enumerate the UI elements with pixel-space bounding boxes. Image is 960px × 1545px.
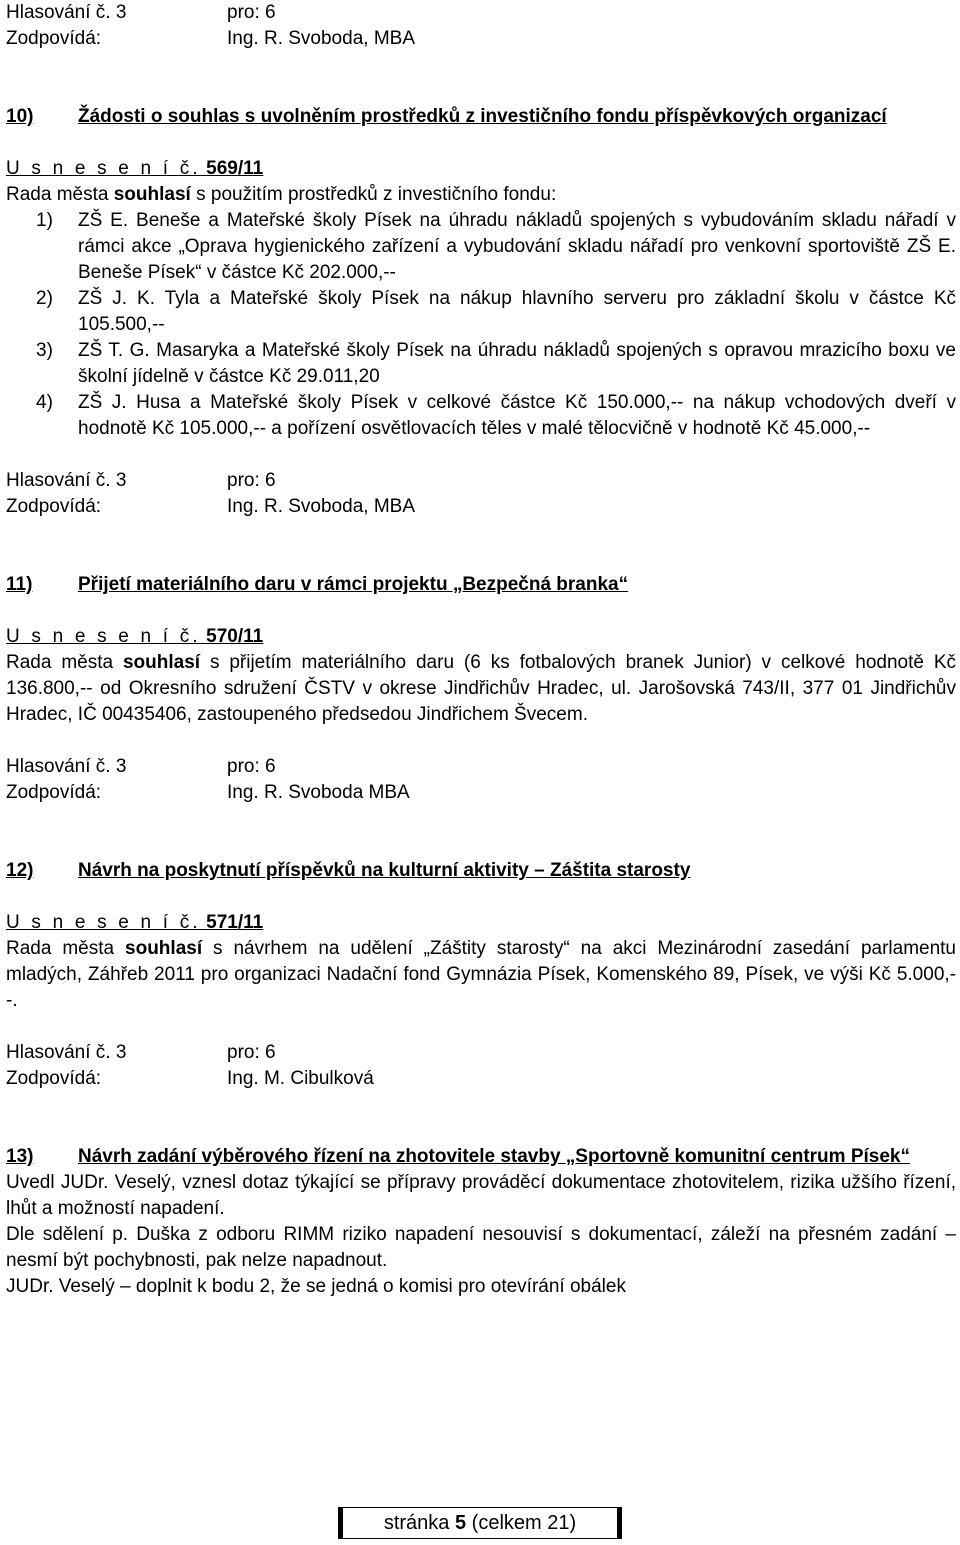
vote-block [6,0,956,52]
list-item: 3) ZŠ T. G. Masaryka a Mateřské školy Písek na úhradu nákladů spojených s opravou mrazicího boxu ve školní jídelně v částce Kč 29.011,20 [36,340,956,387]
section-heading-12: 12) Návrh na poskytnutí příspěvků na kulturní aktivity – Záštita starosty [6,860,691,881]
list-item: 4) ZŠ J. Husa a Mateřské školy Písek v celkové částce Kč 150.000,-- na nákup vchodových dveří v hodnotě Kč 105.000,-- a pořízení osvětlovacích těles v malé tělocvičně v hodnotě Kč 45.000,-- [36,392,956,439]
paragraph: JUDr. Veselý – doplnit k bodu 2, že se jedná o komisi pro otevírání obálek [6,1276,626,1297]
section-heading-11: 11) Přijetí materiálního daru v rámci projektu „Bezpečná branka“ [6,574,629,595]
page-footer [0,1507,960,1539]
vote-block [6,754,956,806]
vote-label: Hlasování č. 3 [6,2,127,23]
paragraph: Dle sdělení p. Duška z odboru RIMM riziko napadení nesouvisí s dokumentací, záleží na přesném zadání – nesmí být pochybnosti, pak nelze napadnout. [6,1224,956,1271]
vote-count: pro: 6 [227,1042,276,1063]
vote-label: Hlasování č. 3 [6,1042,127,1063]
page-number-box [338,1507,622,1539]
resolution-list [6,208,956,442]
responsible-label: Zodpovídá: [6,782,102,803]
vote-block [6,468,956,520]
resolution-text: Rada města souhlasí s přijetím materiálního daru (6 ks fotbalových branek Junior) v celkové hodnotě Kč 136.800,-- od Okresního sdružení ČSTV v okrese Jindřichův Hradec, ul. Jarošovská 743/II, 377 01 Jindřichův Hradec, IČ 00435406, zastoupeného předsedou Jindřichem Švecem. [6,652,957,725]
responsible-label: Zodpovídá: [6,28,102,49]
section-heading-10: 10) Žádosti o souhlas s uvolněním prostředků z investičního fondu příspěvkových organizací [6,106,887,127]
page-number: 5 [454,1512,467,1534]
resolution-text: Rada města souhlasí s návrhem na udělení „Záštity starosty“ na akci Mezinárodní zasedání parlamentu mladých, Záhřeb 2011 pro organizaci Nadační fond Gymnázia Písek, Komenského 89, Písek, ve výši Kč 5.000,--. [6,938,956,1011]
vote-count: pro: 6 [227,756,276,777]
vote-label: Hlasování č. 3 [6,756,127,777]
vote-count: pro: 6 [227,2,276,23]
responsible-person: Ing. M. Cibulková [227,1068,374,1089]
list-item: 1) ZŠ E. Beneše a Mateřské školy Písek na úhradu nákladů spojených s vybudováním skladu nářadí v rámci akce „Oprava hygienického zařízení a vybudování skladu nářadí pro venkovní sportoviště ZŠ E. Beneše Písek“ v částce Kč 202.000,-- [36,210,956,283]
vote-count: pro: 6 [227,470,276,491]
section-heading-13: 13) Návrh zadání výběrového řízení na zhotovitele stavby „Sportovně komunitní centrum Písek“ [6,1146,910,1167]
responsible-person: Ing. R. Svoboda, MBA [227,28,415,49]
vote-block [6,1040,956,1092]
vote-label: Hlasování č. 3 [6,470,127,491]
resolution-number: U s n e s e n í č. 569/11 [6,158,264,179]
document-page [6,0,956,1300]
resolution-number: U s n e s e n í č. 571/11 [6,912,264,933]
resolution-intro: Rada města souhlasí s použitím prostředků z investičního fondu: [6,184,557,205]
responsible-label: Zodpovídá: [6,1068,102,1089]
list-item: 2) ZŠ J. K. Tyla a Mateřské školy Písek na nákup hlavního serveru pro základní školu v částce Kč 105.500,-- [36,288,956,335]
responsible-label: Zodpovídá: [6,496,102,517]
responsible-person: Ing. R. Svoboda, MBA [227,496,415,517]
page-label: stránka [383,1512,450,1534]
paragraph: Uvedl JUDr. Veselý, vznesl dotaz týkající se přípravy prováděcí dokumentace zhotovitelem, rizika užšího řízení, lhůt a možností napadení. [6,1172,956,1219]
resolution-number: U s n e s e n í č. 570/11 [6,626,264,647]
page-total: (celkem 21) [471,1512,577,1534]
responsible-person: Ing. R. Svoboda MBA [227,782,410,803]
